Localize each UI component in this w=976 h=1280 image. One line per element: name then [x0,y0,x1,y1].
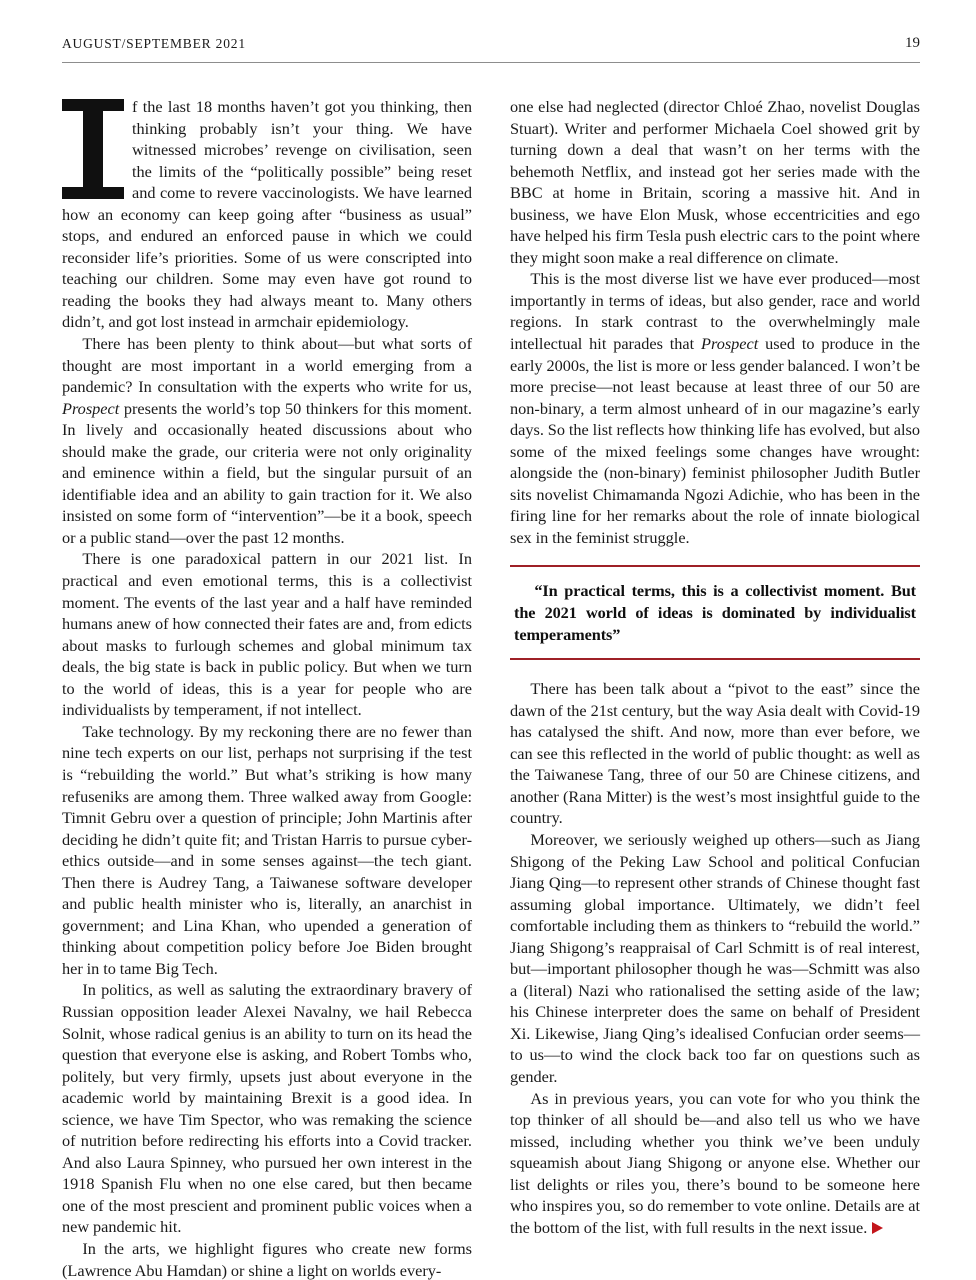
pull-quote-text: “In practical terms, this is a collectivist moment. But the 2021 world of ideas is dominated by individualist temperaments” [514,581,916,644]
column-one [62,96,472,1280]
paragraph-text: f the last 18 months haven’t got you thinking, then thinking probably isn’t your thing. We have witnessed microbes’ revenge on civilisation, seen the limits of the “politically possible” being reset and come to revere vaccinologists. We have learned how an economy can keep going after “business as usual” stops, and endured an enforced pause in which we could reconsider life’s priorities. Some of us were conscripted into teaching our children. Some may even have got round to reading the books they had always meant to. Many others didn’t, and got lost instead in armchair epidemiology. [62,97,472,332]
paragraph-politics: In politics, as well as saluting the extraordinary bravery of Russian opposition leader Alexei Navalny, we hail Rebecca Solnit, whose radical genius is an ability to turn on its head the question that everyone else is asking, and Robert Tombs who, politely, but very firmly, upsets just about everyone in the academic world by maintaining Brexit is a good idea. In science, we have Tim Spector, who was remaking the science of nutrition before redirecting his efforts into a Covid tracker. And also Laura Spinney, who pursued her own interest in the 1918 Spanish Flu when no one else cared, but then became one of the most prescient and prominent public voices when a new pandemic hit. [62,980,472,1237]
paragraph-text-part-1: There has been plenty to think about—but what sorts of thought are most important in a world emerging from a pandemic? In consultation with the experts who write for us, [62,334,472,397]
paragraph-arts: In the arts, we highlight figures who create new forms (Lawrence Abu Hamdan) or shine a light on worlds every- [62,1238,472,1280]
paragraph-text: As in previous years, you can vote for who you think the top thinker of all should be—and also tell us who we have missed, including whether you think we’ve been unduly squeamish about Jiang Shigong or anyone else. Whether our list delights or riles you, there’s bound to be someone here who inspires you, so do remember to vote online. Details are at the bottom of the list, with full results in the next issue. [510,1088,920,1237]
magazine-name-italic: Prospect [62,398,120,418]
paragraph-chinese-thought: Moreover, we seriously weighed up others—such as Jiang Shigong of the Peking Law School and political Confucian Jiang Qing—to represent other strands of Chinese thought fast assuming global importance. Ultimately, we didn’t feel comfortable including them as thinkers to “rebuild the world.” Jiang Shigong’s reappraisal of Carl Schmitt is of real interest, but—important philosopher though he was—Schmitt was also a (literal) Nazi who rationalised the setting aside of the law; his Chinese interpreter does the same on behalf of President Xi. Likewise, Jiang Qing’s idealised Confucian order seems—to us—to wind the clock back too far on questions such as gender. [510,829,920,1086]
issue-date-label: AUGUST/SEPTEMBER 2021 [62,36,246,51]
paragraph-text-part-1: This is the most diverse list we have ever produced—most importantly in terms of ideas, but also gender, race and world regions. In stark contrast to the overwhelmingly male intellectual hit parades that [510,269,920,354]
header-divider-rule [62,62,920,63]
end-of-article-triangle-icon [872,1222,883,1234]
pull-quote-rule-bottom [510,658,920,660]
paragraph-text-part-2: used to produce in the early 2000s, the list is more or less gender balanced. I won’t be more precise—not least because at least three of our 50 are non-binary, a term almost unheard of in our magazine’s early days. So the list reflects how thinking life has evolved, but also some of the mixed feelings some changes have wrought: alongside the (non-binary) feminist philosopher Judith Butler sits novelist Chimamanda Ngozi Adichie, who has been in the firing line for her remarks about the role of innate biological sex in the feminist struggle. [510,334,920,547]
article-body [62,96,920,1280]
magazine-name-italic: Prospect [701,334,759,354]
column-two [510,96,920,1236]
paragraph-pivot-east: There has been talk about a “pivot to the east” since the dawn of the 21st century, but the way Asia dealt with Covid-19 has catalysed the shift. And now, more than ever before, we can see this reflected in the world of public thought: as well as the Taiwanese Tang, three of our 50 are Chinese citizens, and another (Rana Mitter) is the west’s most insightful guide to the country. [510,679,920,828]
paragraph-criteria [62,333,472,548]
paragraph-vote-closing [510,1088,920,1239]
paragraph-arts-continued: one else had neglected (director Chloé Zhao, novelist Douglas Stuart). Writer and performer Michaela Coel showed grit by turning down a deal that wasn’t on her terms with the behemoth Netflix, and instead got her series made with the BBC at home in Britain, scoring a massive hit. And in business, we have Elon Musk, whose eccentricities and ego have helped his firm Tesla push electric cars to the point where they might soon make a real difference on climate. [510,97,920,267]
paragraph-opening [62,96,472,333]
paragraph-paradox: There is one paradoxical pattern in our 2021 list. In practical and even emotional terms, this is a collectivist moment. The events of the last year and a half have reminded humans anew of how connected their fates are and, from edicts about masks to furlough schemes and global minimum tax deals, the big state is back in public policy. But when we turn to the world of ideas, this is a year for people who are individualists by temperament, if not intellect. [62,549,472,720]
paragraph-diversity [510,268,920,548]
paragraph-text-part-2: presents the world’s top 50 thinkers for this moment. In lively and occasionally heated discussions about who should make the grade, our criteria were not only originality and eminence within a field, but the singular pursuit of an identifiable idea and an ability to gain traction for it. We also insisted on some form of “intervention”—be it a book, speech or a public stand—over the past 12 months. [62,398,472,547]
paragraph-technology: Take technology. By my reckoning there are no fewer than nine tech experts on our list, perhaps not surprising if the test is “rebuilding the world.” But what’s striking is how many refuseniks are among them. Three walked away from Google: Timnit Gebru over a question of principle; John Martinis after deciding he didn’t quite fit; and Tristan Harris to pursue cyber-ethics outside—and in some senses against—the tech giant. Then there is Audrey Tang, a Taiwanese software developer and public health minister who is, literally, an anarchist in government; and Lina Khan, who upended a generation of thinking about competition policy before Joe Biden brought her in to tame Big Tech. [62,721,472,978]
pull-quote-block [510,565,920,660]
drop-cap-letter-i [62,99,124,199]
page-number: 19 [905,35,920,51]
